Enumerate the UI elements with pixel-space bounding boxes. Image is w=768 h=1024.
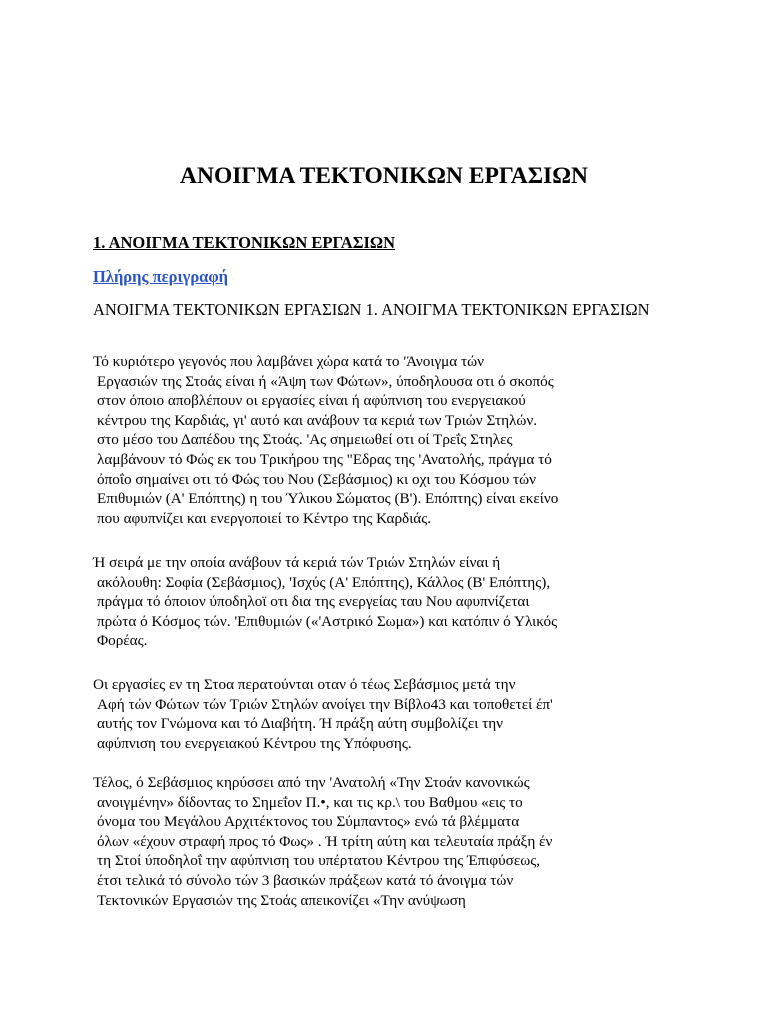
paragraph-line: λαμβάνουν τό Φώς εκ του Τρικήρου της "Εδρας της 'Ανατολής, πράγμα τό [97, 450, 552, 468]
paragraph-line: όλων «έχουν στραφή προς τό Φως» . Ή τρίτη αύτη και τελευταία πράξη έν [97, 832, 553, 850]
paragraph-line: στο μέσο του Δαπέδου της Στοάς. 'Ας σημειωθεί οτι οί Τρεΐς Στηλες [97, 431, 513, 449]
paragraph-line: πράγμα τό όποιον ύποδηλοϊ οτι δια της ενεργείας ταυ Νου αφυπνίζεται [97, 593, 530, 611]
paragraph-line: αυτής τον Γνώμονα και τό Διαβήτη. Ή πράξη αύτη συμβολίζει την [97, 715, 504, 733]
paragraph-line: Τεκτονικών Εργασιών της Στοάς απεικονίζει «Την ανύψωση [97, 891, 466, 909]
paragraph-line: Τέλος, ό Σεβάσμιος κηρύσσει από την 'Ανατολή «Την Στοάν κανονικώς [93, 774, 530, 791]
paragraph-line: τη Στοί ύποδηλοΐ την αφύπνιση του υπέρτατου Κέντρου της Έπιφύσεως, [97, 852, 541, 870]
full-description-link[interactable]: Πλήρης περιγραφή [93, 267, 229, 286]
summary-text: ΑΝΟΙΓΜΑ ΤΕΚΤΟΝΙΚΩΝ ΕΡΓΑΣΙΩΝ 1. ΑΝΟΙΓΜΑ ΤΕΚΤΟΝΙΚΩΝ ΕΡΓΑΣΙΩΝ [93, 300, 650, 319]
paragraph-line: Τό κυριότερο γεγονός που λαμβάνει χώρα κατά το 'Άνοιγμα τών [93, 353, 485, 370]
paragraph-line: Εργασιών της Στοάς είναι ή «Άψη των Φώτων», ύποδηλουσα οτι ό σκοπός [97, 372, 554, 390]
paragraph-line: όνομα του Μεγάλου Αρχιτέκτονος του Σύμπαντος» ενώ τά βλέμματα [97, 813, 520, 831]
section-heading: 1. ΑΝΟΙΓΜΑ ΤΕΚΤΟΝΙΚΩΝ ΕΡΓΑΣΙΩΝ [93, 233, 396, 252]
paragraph-line: που αφυπνίζει και ενεργοποιεί το Κέντρο της Καρδιάς. [97, 509, 432, 527]
body-paragraph-1 [93, 352, 673, 528]
paragraph-line: κέντρου της Καρδιάς, γι' αυτό και ανάβουν τα κεριά των Τριών Στηλών. [97, 411, 538, 429]
paragraph-line: στον όποιο αποβλέπουν οι εργασίες είναι ή αφύπνιση του ενεργειακού [97, 392, 526, 410]
paragraph-line: Οι εργασίες εν τη Στοα περατούνται οταν ό τέως Σεβάσμιος μετά την [93, 676, 516, 693]
body-paragraph-4 [93, 773, 673, 910]
body-paragraph-3 [93, 675, 673, 753]
body-paragraph-2 [93, 553, 673, 651]
paragraph-line: έτσι τελικά τό σύνολο τών 3 βασικών πράξεων κατά τό άνοιγμα τών [97, 871, 514, 889]
paragraph-line: Επιθυμιών (Α' Επόπτης) η του Ύλικου Σώματος (Β'). Επόπτης) είναι εκείνο [97, 490, 559, 508]
paragraph-line: Ή σειρά με την οποία ανάβουν τά κεριά τών Τριών Στηλών είναι ή [93, 554, 501, 571]
paragraph-line: όποΐο σημαίνει οτι τό Φώς του Νου (Σεβάσμιος) κι οχι του Κόσμου τών [97, 470, 537, 488]
paragraph-line: πρώτα ό Κόσμος τών. 'Επιθυμιών («'Αστρικό Σωμα») και κατόπιν ό Υλικός [97, 612, 558, 630]
paragraph-line: Φορέας. [97, 632, 148, 650]
paragraph-line: Αφή τών Φώτων τών Τριών Στηλών ανοίγει την Βίβλο43 και τοποθετεί έπ' [97, 695, 553, 713]
paragraph-line: ανοιγμένην» δίδοντας το Σημεΐον Π.•, και τις κρ.\ του Βαθμου «εις το [97, 793, 523, 811]
paragraph-line: ακόλουθη: Σοφία (Σεβάσμιος), 'Ισχύς (Α' Επόπτης), Κάλλος (Β' Επόπτης), [97, 573, 551, 591]
paragraph-line: αφύπνιση του ενεργειακού Κέντρου της Υπόφυσης. [97, 734, 412, 752]
document-title: ΑΝΟΙΓΜΑ ΤΕΚΤΟΝΙΚΩΝ ΕΡΓΑΣΙΩΝ [180, 163, 588, 189]
